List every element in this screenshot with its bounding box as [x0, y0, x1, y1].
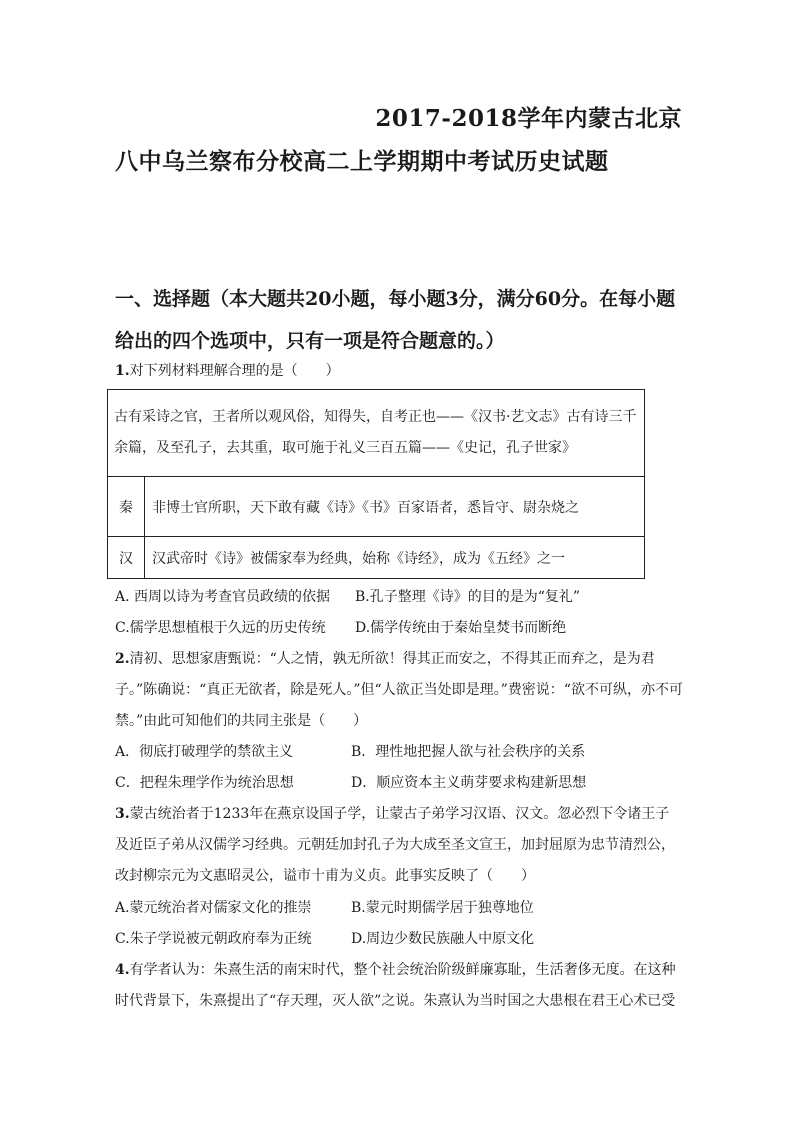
source-table	[107, 389, 645, 579]
option-c: C.儒学思想植根于久远的历史传统	[115, 620, 326, 636]
table-row	[108, 390, 644, 477]
table-cell: 非博士官所职，天下敢有藏《诗》《书》百家语者，悉旨守、尉杂烧之	[152, 499, 579, 516]
option-c: C．把程朱理学作为统治思想	[115, 775, 294, 791]
question-4-stem	[115, 955, 683, 1017]
question-1-options	[115, 582, 695, 644]
option-b: B.孔子整理《诗》的目的是为“复礼”	[355, 589, 581, 605]
table-row	[108, 477, 644, 537]
question-2-options	[115, 737, 695, 799]
table-cell-label: 秦	[108, 477, 145, 536]
question-number: 1.	[115, 363, 130, 379]
question-text: 对下列材料理解合理的是（ ）	[129, 363, 340, 379]
table-cell: 古有采诗之官，王者所以观风俗，知得失，自考正也——《汉书·艺文志》古有诗三千余篇，及至孔子，去其重，取可施于礼义三百五篇——《史记，孔子世家》	[114, 409, 637, 456]
option-d: D.儒学传统由于秦始皇焚书而断绝	[355, 620, 567, 636]
question-number: 2.	[115, 651, 130, 667]
exam-title-line1: 2017-2018学年内蒙古北京	[375, 105, 682, 132]
question-3-stem	[115, 799, 683, 892]
option-d: D.周边少数民族融人中原文化	[351, 931, 535, 947]
table-cell-label: 汉	[108, 537, 145, 579]
question-text: 有学者认为：朱熹生活的南宋时代，整个社会统治阶级鲜廉寡耻，生活奢侈无度。在这种时代背景下，朱熹提出了“存天理，灭人欲”之说。朱熹认为当时国之大患根在君王心术已受	[115, 962, 676, 1009]
option-b: B．理性地把握人欲与社会秩序的关系	[351, 744, 586, 760]
section-heading: 一、选择题（本大题共20小题，每小题3分，满分60分。在每小题给出的四个选项中，只有一项是符合题意的。）	[115, 288, 676, 352]
question-text: 蒙古统治者于1233年在燕京设国子学，让蒙古子弟学习汉语、汉文。忽必烈下令诸王子及近臣子弟从汉儒学习经典。元朝廷加封孔子为大成至圣文宣王，加封屈原为忠节清烈公，改封柳宗元为文惠昭灵公，谥市十甫为义贞。此事实反映了（ ）	[115, 806, 675, 884]
table-cell: 汉武帝时《诗》被儒家奉为经典，始称《诗经》，成为《五经》之一	[152, 551, 565, 567]
question-2-stem	[115, 644, 683, 737]
option-a: A.蒙元统治者对儒家文化的推崇	[115, 900, 312, 916]
question-text: 清初、思想家唐甄说：“人之情，孰无所欲！得其正而安之，不得其正而弃之，是为君子。”陈确说：“真正无欲者，除是死人。”但“人欲正当处即是理。”费密说：“欲不可纵，亦不可禁。”由此可知他们的共同主张是（ ）	[115, 651, 683, 729]
question-number: 3.	[115, 806, 130, 822]
option-c: C.朱子学说被元朝政府奉为正统	[115, 931, 312, 947]
question-1-stem	[115, 356, 683, 387]
question-number: 4.	[115, 962, 130, 978]
option-d: D．顺应资本主义萌芽要求构建新思想	[351, 775, 587, 791]
question-3-options	[115, 893, 695, 955]
exam-title-line2: 八中乌兰察布分校高二上学期期中考试历史试题	[115, 148, 609, 175]
option-a: A．彻底打破理学的禁欲主义	[115, 744, 294, 760]
option-b: B.蒙元时期儒学居于独尊地位	[351, 900, 534, 916]
table-row	[108, 537, 644, 579]
option-a: A. 西周以诗为考查官员政绩的依据	[115, 589, 331, 605]
